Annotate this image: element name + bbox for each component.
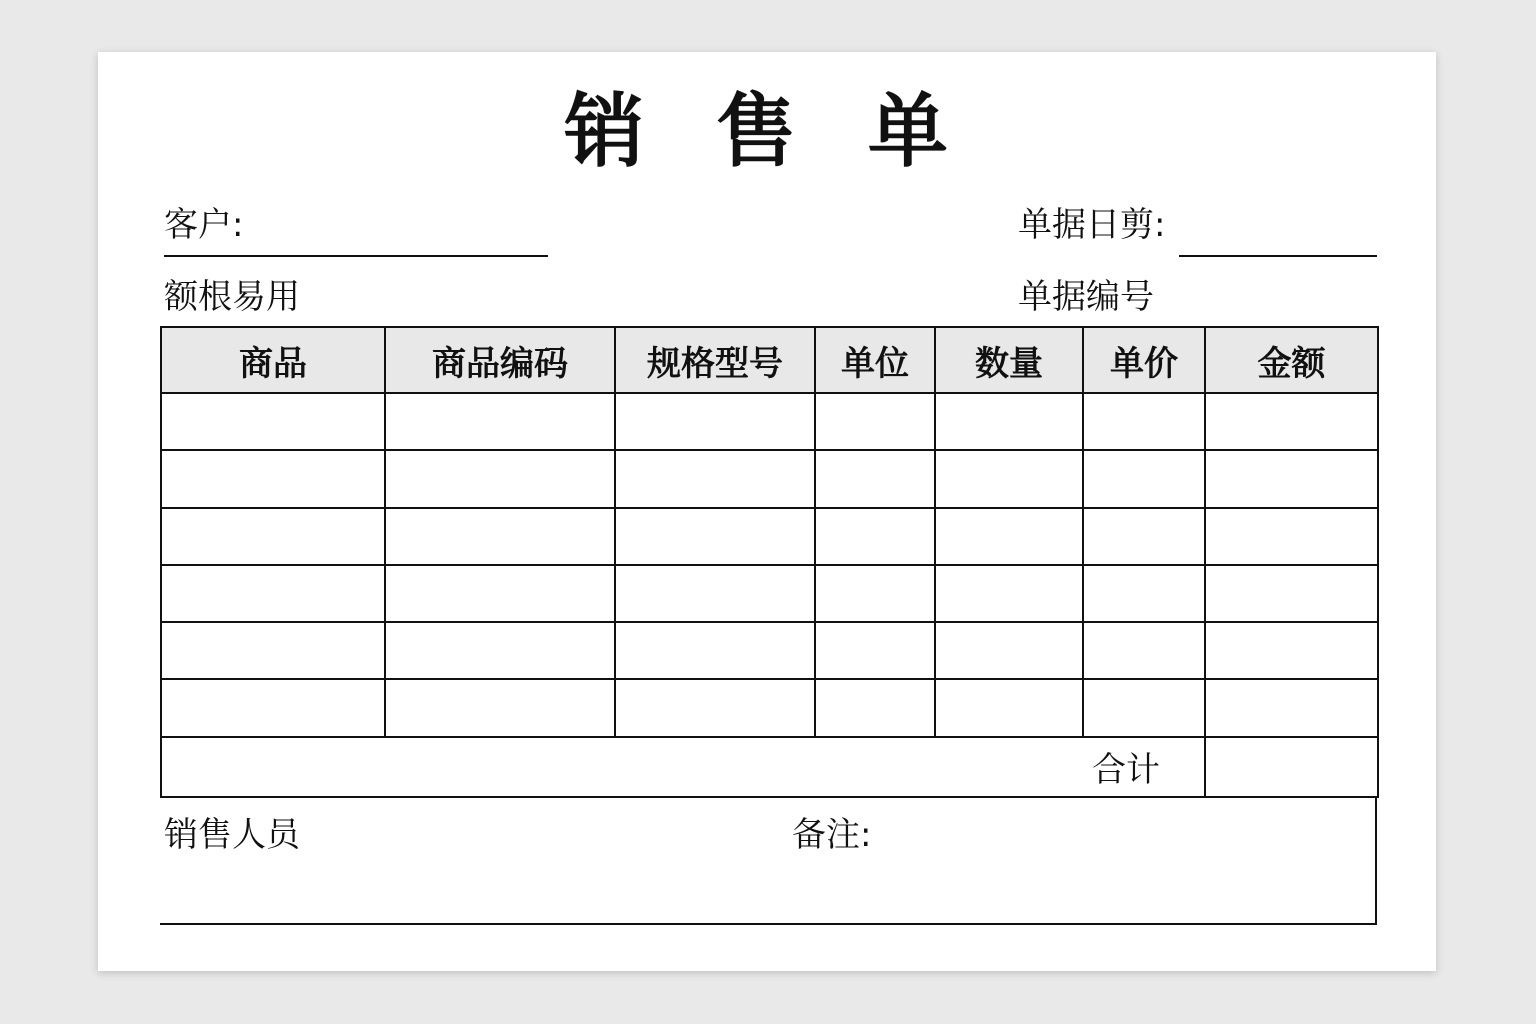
cell-unit[interactable]	[815, 622, 935, 679]
total-label: 合计	[161, 737, 1205, 797]
date-label: 单据日剪:	[1018, 205, 1166, 245]
column-header-product-code: 商品编码	[385, 327, 615, 393]
sales-table	[160, 326, 1379, 798]
table-row	[161, 565, 1378, 622]
table-row	[161, 508, 1378, 565]
total-row	[161, 737, 1378, 797]
column-header-amount: 金额	[1205, 327, 1378, 393]
sales-slip-sheet	[98, 52, 1436, 971]
cell-unit-price[interactable]	[1083, 679, 1205, 736]
table-body	[161, 393, 1378, 797]
cell-quantity[interactable]	[935, 393, 1083, 450]
cell-product[interactable]	[161, 679, 385, 736]
customer-label: 客户:	[164, 205, 244, 245]
table-row	[161, 450, 1378, 507]
cell-unit-price[interactable]	[1083, 450, 1205, 507]
column-header-quantity: 数量	[935, 327, 1083, 393]
cell-unit-price[interactable]	[1083, 622, 1205, 679]
cell-quantity[interactable]	[935, 679, 1083, 736]
cell-amount[interactable]	[1205, 450, 1378, 507]
cell-amount[interactable]	[1205, 508, 1378, 565]
cell-amount[interactable]	[1205, 622, 1378, 679]
amount-label: 额根易用	[164, 277, 300, 317]
cell-product[interactable]	[161, 565, 385, 622]
table-row	[161, 622, 1378, 679]
cell-amount[interactable]	[1205, 393, 1378, 450]
number-label: 单据编号	[1018, 277, 1154, 317]
cell-product-code[interactable]	[385, 679, 615, 736]
cell-amount[interactable]	[1205, 565, 1378, 622]
cell-spec[interactable]	[615, 622, 815, 679]
cell-quantity[interactable]	[935, 508, 1083, 565]
cell-quantity[interactable]	[935, 565, 1083, 622]
column-header-unit-price: 单价	[1083, 327, 1205, 393]
cell-unit[interactable]	[815, 508, 935, 565]
salesperson-label: 销售人员	[164, 815, 300, 855]
cell-unit-price[interactable]	[1083, 393, 1205, 450]
table-row	[161, 679, 1378, 736]
cell-product-code[interactable]	[385, 565, 615, 622]
date-line[interactable]	[1179, 255, 1377, 257]
table-row	[161, 393, 1378, 450]
cell-quantity[interactable]	[935, 450, 1083, 507]
document-title: 销 售 单	[564, 85, 970, 178]
footer-box	[160, 796, 1377, 925]
remark-label: 备注:	[792, 815, 872, 855]
table-header-row	[161, 327, 1378, 393]
cell-spec[interactable]	[615, 565, 815, 622]
cell-amount[interactable]	[1205, 679, 1378, 736]
cell-unit-price[interactable]	[1083, 508, 1205, 565]
cell-quantity[interactable]	[935, 622, 1083, 679]
cell-unit[interactable]	[815, 679, 935, 736]
cell-spec[interactable]	[615, 393, 815, 450]
customer-line[interactable]	[164, 255, 548, 257]
cell-product[interactable]	[161, 508, 385, 565]
cell-unit[interactable]	[815, 393, 935, 450]
column-header-product: 商品	[161, 327, 385, 393]
total-amount-cell[interactable]	[1205, 737, 1378, 797]
cell-product-code[interactable]	[385, 450, 615, 507]
cell-product-code[interactable]	[385, 393, 615, 450]
column-header-unit: 单位	[815, 327, 935, 393]
cell-spec[interactable]	[615, 450, 815, 507]
cell-unit-price[interactable]	[1083, 565, 1205, 622]
cell-spec[interactable]	[615, 508, 815, 565]
cell-product[interactable]	[161, 450, 385, 507]
cell-unit[interactable]	[815, 565, 935, 622]
cell-product-code[interactable]	[385, 508, 615, 565]
cell-product[interactable]	[161, 622, 385, 679]
cell-product[interactable]	[161, 393, 385, 450]
cell-product-code[interactable]	[385, 622, 615, 679]
column-header-spec: 规格型号	[615, 327, 815, 393]
cell-spec[interactable]	[615, 679, 815, 736]
cell-unit[interactable]	[815, 450, 935, 507]
